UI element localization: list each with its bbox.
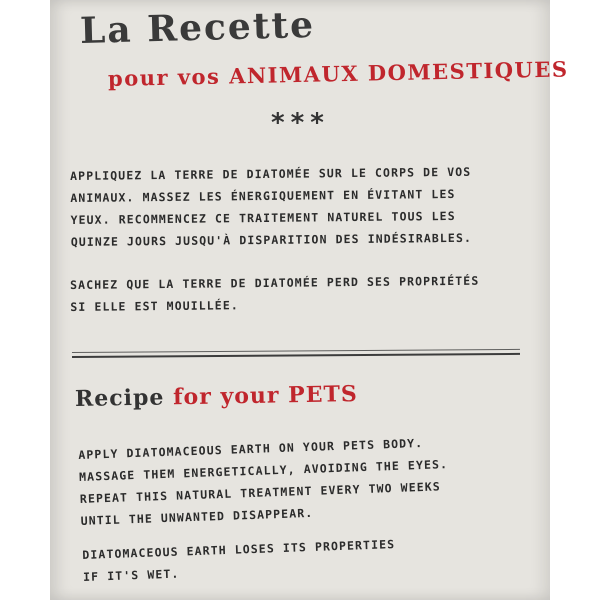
french-subtitle: pour vos ANIMAUX DOMESTIQUES — [107, 56, 569, 91]
text-line: SACHEZ QUE LA TERRE DE DIATOMÉE PERD SES PROPRIÉTÉS — [70, 273, 480, 292]
french-title: La Recette — [79, 3, 316, 52]
text-line: MASSAGE THEM ENERGETICALLY, AVOIDING THE EYES. — [78, 457, 449, 484]
text-line: APPLY DIATOMACEOUS EARTH ON YOUR PETS BODY. — [78, 435, 424, 462]
divider-line-thick — [72, 353, 520, 358]
text-line: ANIMAUX. MASSEZ LES ÉNERGIQUEMENT EN ÉVITANT LES — [70, 186, 456, 205]
text-line: UNTIL THE UNWANTED DISAPPEAR. — [80, 505, 314, 528]
ornament-stars: *** — [270, 108, 329, 138]
english-title-recipe: Recipe — [74, 384, 165, 412]
english-title — [75, 381, 358, 412]
text-line: SI ELLE EST MOUILLÉE. — [70, 298, 239, 314]
text-line: REPEAT THIS NATURAL TREATMENT EVERY TWO WEEKS — [79, 479, 442, 506]
english-title-pets: for your PETS — [172, 381, 358, 411]
text-line: IF IT'S WET. — [82, 566, 180, 584]
text-line: YEUX. RECOMMENCEZ CE TRAITEMENT NATUREL TOUS LES — [70, 208, 456, 227]
french-paragraph-warning — [70, 270, 480, 318]
text-line: DIATOMACEOUS EARTH LOSES ITS PROPERTIES — [82, 537, 396, 562]
english-paragraph-application — [78, 431, 450, 532]
french-paragraph-application — [70, 161, 472, 253]
text-line: QUINZE JOURS JUSQU'À DISPARITION DES INDÉSIRABLES. — [70, 230, 473, 249]
text-line: APPLIQUEZ LA TERRE DE DIATOMÉE SUR LE CORPS DE VOS — [70, 164, 472, 183]
